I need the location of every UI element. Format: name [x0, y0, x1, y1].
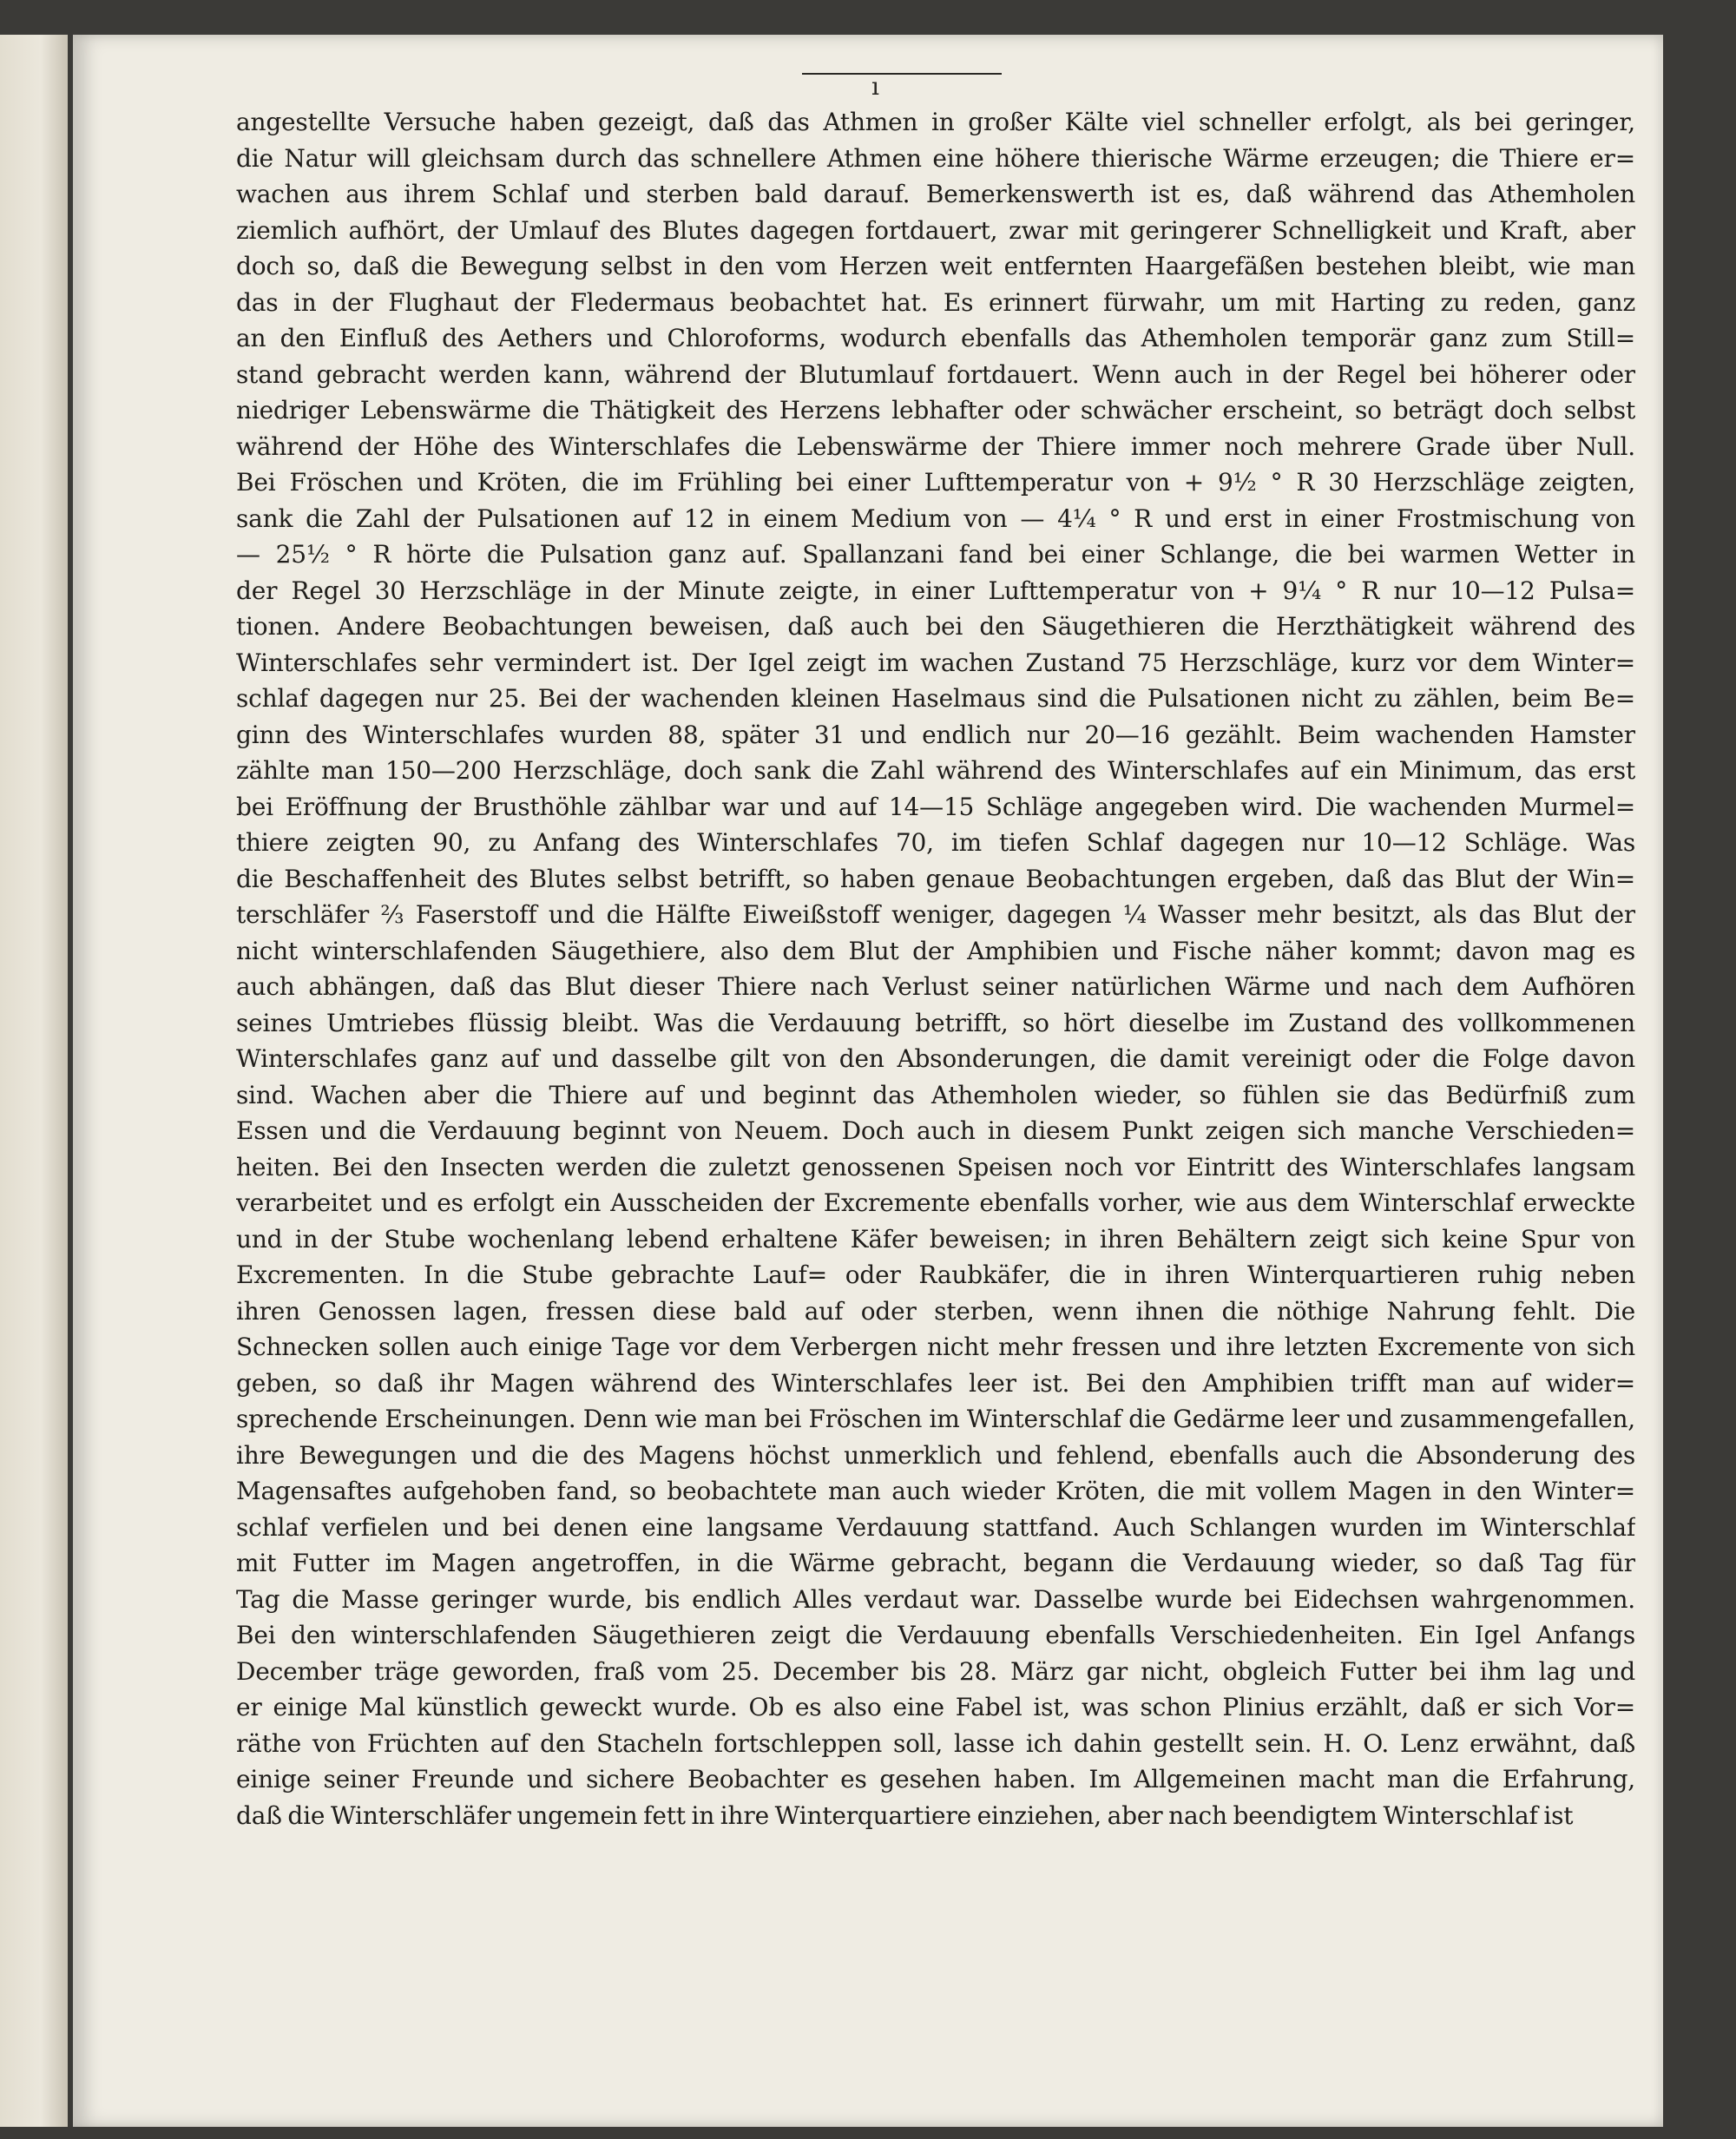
text-line: sank die Zahl der Pulsationen auf 12 in einem Medium von — 4¼ ° R und erst in einer Frostmischung von: [236, 503, 1635, 533]
text-line: niedriger Lebenswärme die Thätigkeit des Herzens lebhafter oder schwächer erscheint, so beträgt doch selbst: [236, 396, 1635, 425]
text-line: stand gebracht werden kann, während der Blutumlauf fortdauert. Wenn auch in der Regel bei höherer oder: [236, 359, 1635, 389]
text-line: doch so, daß die Bewegung selbst in den vom Herzen weit entfernten Haargefäßen bestehen bleibt, wie man: [236, 252, 1635, 280]
text-line: Bei Fröschen und Kröten, die im Frühling bei einer Lufttemperatur von + 9½ ° R 30 Herzschläge zeigten,: [236, 468, 1635, 497]
text-line: ginn des Winterschlafes wurden 88, später 31 und endlich nur 20—16 gezählt. Beim wachenden Hamster: [236, 720, 1635, 749]
text-line: schlaf verfielen und bei denen eine langsame Verdauung stattfand. Auch Schlangen wurden im Winterschlaf: [236, 1512, 1635, 1542]
text-line: Winterschlafes sehr vermindert ist. Der Igel zeigt im wachen Zustand 75 Herzschläge, kurz vor dem Winter=: [236, 648, 1635, 677]
text-line: er einige Mal künstlich geweckt wurde. Ob es also eine Fabel ist, was schon Plinius erzählt, daß er sich Vor=: [236, 1693, 1635, 1721]
left-page-edge: [0, 35, 68, 2127]
text-line: daß die Winterschläfer ungemein fett in ihre Winterquartiere einziehen, aber nach beendigtem Winterschlaf ist: [236, 1800, 1574, 1830]
text-line: die Natur will gleichsam durch das schnellere Athmen eine höhere thierische Wärme erzeugen; die Thiere er=: [236, 143, 1635, 173]
text-line: Magensaftes aufgehoben fand, so beobachtete man auch wieder Kröten, die mit vollem Magen in den Winter=: [236, 1477, 1635, 1505]
text-line: angestellte Versuche haben gezeigt, daß das Athmen in großer Kälte viel schneller erfolgt, als bei geringer,: [236, 108, 1635, 136]
text-line: tionen. Andere Beobachtungen beweisen, daß auch bei den Säugethieren die Herzthätigkeit während des: [236, 612, 1635, 641]
text-line: Excrementen. In die Stube gebrachte Lauf= oder Raubkäfer, die in ihren Winterquartieren ruhig neben: [236, 1260, 1635, 1289]
body-text: [236, 104, 1635, 1892]
text-line: heiten. Bei den Insecten werden die zuletzt genossenen Speisen noch vor Eintritt des Winterschlafes langsam: [236, 1152, 1635, 1181]
text-line: schlaf dagegen nur 25. Bei der wachenden kleinen Haselmaus sind die Pulsationen nicht zu zählen, beim Be=: [236, 684, 1635, 713]
text-line: zählte man 150—200 Herzschläge, doch sank die Zahl während des Winterschlafes auf ein Minimum, das erst: [236, 756, 1635, 785]
text-line: Winterschlafes ganz auf und dasselbe gilt von den Absonderungen, die damit vereinigt oder die Folge davon: [236, 1044, 1635, 1073]
text-line: auch abhängen, daß das Blut dieser Thiere nach Verlust seiner natürlichen Wärme und nach dem Aufhören: [236, 972, 1635, 1001]
text-line: einige seiner Freunde und sichere Beobachter es gesehen haben. Im Allgemeinen macht man die Erfahrung,: [236, 1765, 1635, 1793]
text-line: Essen und die Verdauung beginnt von Neuem. Doch auch in diesem Punkt zeigen sich manche Verschieden=: [236, 1116, 1635, 1145]
text-line: und in der Stube wochenlang lebend erhaltene Käfer beweisen; in ihren Behältern zeigt sich keine Spur von: [236, 1224, 1635, 1254]
text-line: geben, so daß ihr Magen während des Winterschlafes leer ist. Bei den Amphibien trifft man auf wider=: [236, 1368, 1635, 1398]
text-line: das in der Flughaut der Fledermaus beobachtet hat. Es erinnert fürwahr, um mit Harting zu reden, ganz: [236, 287, 1635, 317]
page-number-mark: ı: [871, 72, 879, 101]
header-rule: [802, 73, 1002, 75]
text-line: während der Höhe des Winterschlafes die Lebenswärme der Thiere immer noch mehrere Grade über Null.: [236, 431, 1635, 461]
text-line: ihre Bewegungen und die des Magens höchst unmerklich und fehlend, ebenfalls auch die Absonderung des: [236, 1440, 1635, 1470]
text-line: December träge geworden, fraß vom 25. December bis 28. März gar nicht, obgleich Futter bei ihm lag und: [236, 1656, 1635, 1686]
text-line: ziemlich aufhört, der Umlauf des Blutes dagegen fortdauert, zwar mit geringerer Schnelligkeit und Kraft, aber: [236, 215, 1635, 245]
text-line: Schnecken sollen auch einige Tage vor dem Verbergen nicht mehr fressen und ihre letzten Excremente von sich: [236, 1333, 1635, 1361]
text-line: nicht winterschlafenden Säugethiere, also dem Blut der Amphibien und Fische näher kommt; davon mag es: [236, 936, 1635, 965]
text-line: die Beschaffenheit des Blutes selbst betrifft, so haben genaue Beobachtungen ergeben, daß das Blut der Win=: [236, 864, 1635, 893]
text-line: — 25½ ° R hörte die Pulsation ganz auf. Spallanzani fand bei einer Schlange, die bei warmen Wetter in: [236, 540, 1635, 569]
book-page: [73, 35, 1663, 2127]
text-line: bei Eröffnung der Brusthöhle zählbar war und auf 14—15 Schläge angegeben wird. Die wachenden Murmel=: [236, 792, 1635, 821]
text-line: seines Umtriebes flüssig bleibt. Was die Verdauung betrifft, so hört dieselbe im Zustand des vollkommenen: [236, 1008, 1635, 1037]
text-line: ihren Genossen lagen, fressen diese bald auf oder sterben, wenn ihnen die nöthige Nahrung fehlt. Die: [236, 1296, 1635, 1326]
text-line: räthe von Früchten auf den Stacheln fortschleppen soll, lasse ich dahin gestellt sein. H. O. Lenz erwähnt, daß: [236, 1728, 1635, 1758]
text-line: Bei den winterschlafenden Säugethieren zeigt die Verdauung ebenfalls Verschiedenheiten. Ein Igel Anfangs: [236, 1621, 1635, 1649]
text-line: Tag die Masse geringer wurde, bis endlich Alles verdaut war. Dasselbe wurde bei Eidechsen wahrgenommen.: [236, 1584, 1635, 1614]
text-line: verarbeitet und es erfolgt ein Ausscheiden der Excremente ebenfalls vorher, wie aus dem Winterschlaf erweckte: [236, 1188, 1635, 1217]
text-line: mit Futter im Magen angetroffen, in die Wärme gebracht, begann die Verdauung wieder, so daß Tag für: [236, 1549, 1635, 1577]
text-line: der Regel 30 Herzschläge in der Minute zeigte, in einer Lufttemperatur von + 9¼ ° R nur 10—12 Pulsa=: [236, 576, 1635, 605]
text-line: sind. Wachen aber die Thiere auf und beginnt das Athemholen wieder, so fühlen sie das Bedürfniß zum: [236, 1080, 1635, 1109]
text-line: thiere zeigten 90, zu Anfang des Winterschlafes 70, im tiefen Schlaf dagegen nur 10—12 Schläge. Was: [236, 828, 1635, 857]
text-line: an den Einfluß des Aethers und Chloroforms, wodurch ebenfalls das Athemholen temporär ganz zum Still=: [236, 324, 1635, 352]
text-line: sprechende Erscheinungen. Denn wie man bei Fröschen im Winterschlaf die Gedärme leer und zusammengefallen,: [236, 1405, 1635, 1433]
text-line: wachen aus ihrem Schlaf und sterben bald darauf. Bemerkenswerth ist es, daß während das Athemholen: [236, 180, 1635, 208]
text-line: terschläfer ⅔ Faserstoff und die Hälfte Eiweißstoff weniger, dagegen ¼ Wasser mehr besitzt, als das Blut der: [236, 900, 1635, 929]
